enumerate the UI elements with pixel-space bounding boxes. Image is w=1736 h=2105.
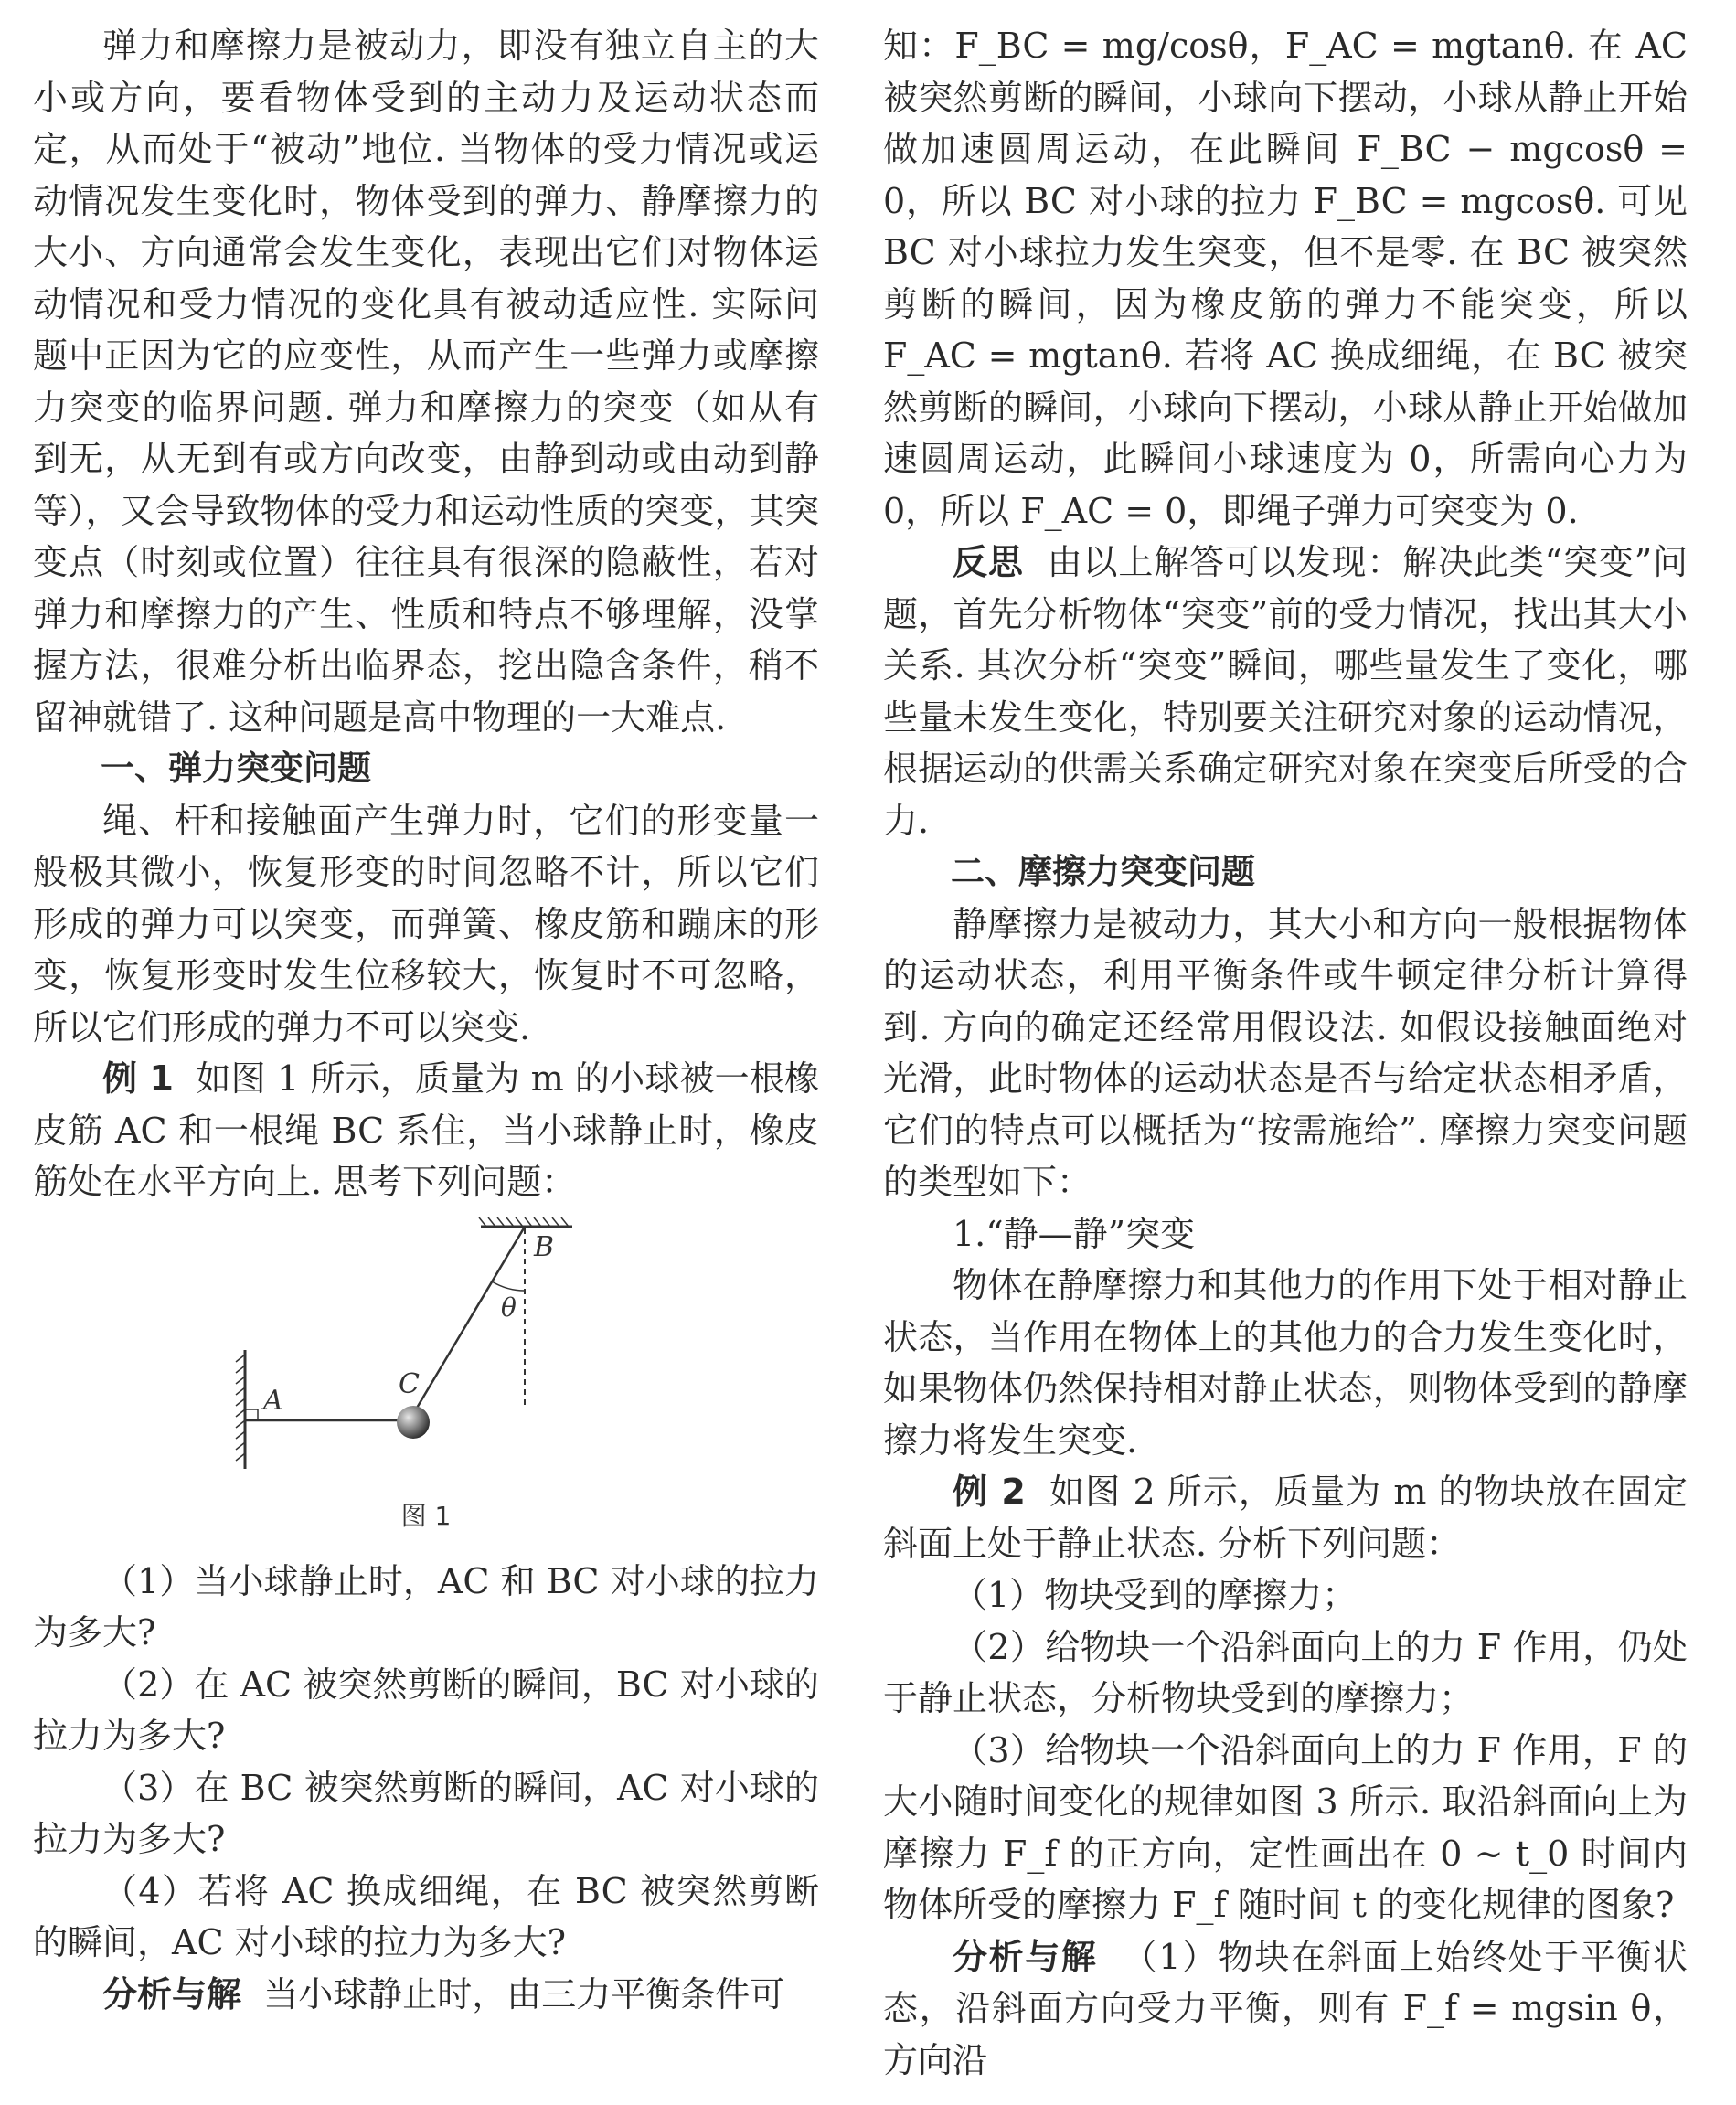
analysis-2-label: 分析与解: [953, 1936, 1098, 1977]
friction-paragraph: 静摩擦力是被动力，其大小和方向一般根据物体的运动状态，利用平衡条件或牛顿定律分析计算得到. 方向的确定还经常用假设法. 如假设接触面绝对光滑，此时物体的运动状态是否与给定状态相矛盾，它们的特点可以概括为“按需施给”. 摩擦力突变问题的类型如下：: [883, 903, 1688, 1202]
right-column: [883, 20, 1688, 2086]
analysis-2-text: （1）物块在斜面上始终处于平衡状态，沿斜面方向受力平衡，则有 F_f = mgsin θ，方向沿: [883, 1936, 1688, 2080]
elastic-paragraph: 绳、杆和接触面产生弹力时，它们的形变量一般极其微小，恢复形变的时间忽略不计，所以它们形成的弹力可以突变，而弹簧、橡皮筋和蹦床的形变，恢复形变时发生位移较大，恢复时不可忽略，所以它们形成的弹力不可以突变.: [33, 800, 819, 1047]
figure-1-diagram: [33, 1208, 819, 1556]
question-2: （2）在 AC 被突然剪断的瞬间，BC 对小球的拉力为多大?: [33, 1664, 819, 1756]
ball: [397, 1406, 430, 1439]
question-3: （3）在 BC 被突然剪断的瞬间，AC 对小球的拉力为多大?: [33, 1767, 819, 1859]
static-paragraph: 物体在静摩擦力和其他力的作用下处于相对静止状态，当作用在物体上的其他力的合力发生变化时，如果物体仍然保持相对静止状态，则物体受到的静摩擦力将发生突变.: [883, 1265, 1688, 1461]
question-4: （4）若将 AC 换成细绳，在 BC 被突然剪断的瞬间，AC 对小球的拉力为多大?: [33, 1870, 819, 1962]
solution-continued: 知：F_BC = mg/cosθ，F_AC = mgtanθ. 在 AC 被突然剪断的瞬间，小球向下摆动，小球从静止开始做加速圆周运动，在此瞬间 F_BC − mgcosθ = 0，所以 BC 对小球的拉力 F_BC = mgcosθ. 可见 BC 对小球拉力发生突变，但不是零. 在 BC 被突然剪断的瞬间，因为橡皮筋的弹力不能突变，所以 F_AC = mgtanθ. 若将 AC 换成细绳，在 BC 被突然剪断的瞬间，小球向下摆动，小球从静止开始做加速圆周运动，此瞬间小球速度为 0，所需向心力为 0，所以 F_AC = 0，即绳子弹力可突变为 0.: [883, 26, 1688, 531]
example-1: [33, 1053, 819, 1208]
left-column: [33, 20, 819, 2020]
label-a: A: [263, 1384, 283, 1417]
reflection-label: 反思: [953, 542, 1024, 582]
reflection: [883, 537, 1688, 846]
figure-1: [33, 1208, 819, 1556]
example-2-question-1: （1）物块受到的摩擦力；: [953, 1575, 1358, 1615]
analysis-1-text: 当小球静止时，由三力平衡条件可: [263, 1973, 785, 2015]
analysis-1-label: 分析与解: [102, 1973, 242, 2015]
analysis-2: [883, 1931, 1688, 2087]
reflection-text: 由以上解答可以发现：解决此类“突变”问题，首先分析物体“突变”前的受力情况，找出其大小关系. 其次分析“突变”瞬间，哪些量发生了变化，哪些量未发生变化，特别要关注研究对象的运动情况，根据运动的供需关系确定研究对象在突变后所受的合力.: [883, 542, 1688, 841]
example-2: [883, 1466, 1688, 1569]
label-b: B: [534, 1230, 555, 1263]
question-1: （1）当小球静止时，AC 和 BC 对小球的拉力为多大?: [33, 1560, 819, 1653]
subheading-static-static: 1.“静—静”突变: [953, 1213, 1196, 1254]
example-2-question-2: （2）给物块一个沿斜面向上的力 F 作用，仍处于静止状态，分析物块受到的摩擦力；: [883, 1626, 1688, 1718]
analysis-1: [33, 1969, 819, 2021]
example-1-label: 例 1: [102, 1058, 174, 1099]
figure-1-caption: 图 1: [400, 1500, 452, 1531]
label-theta: θ: [501, 1292, 517, 1323]
example-2-text: 如图 2 所示，质量为 m 的物块放在固定斜面上处于静止状态. 分析下列问题：: [883, 1472, 1688, 1564]
example-2-question-3: （3）给物块一个沿斜面向上的力 F 作用，F 的大小随时间变化的规律如图 3 所示. 取沿斜面向上为摩擦力 F_f 的正方向，定性画出在 0 ~ t_0 时间内物体所受的摩擦力 F_f 随时间 t 的变化规律的图象?: [883, 1729, 1688, 1925]
section-heading-friction: 二、摩擦力突变问题: [951, 852, 1255, 891]
example-2-label: 例 2: [953, 1472, 1026, 1512]
intro-paragraph: 弹力和摩擦力是被动力，即没有独立自主的大小或方向，要看物体受到的主动力及运动状态而定，从而处于“被动”地位. 当物体的受力情况或运动情况发生变化时，物体受到的弹力、静摩擦力的大小、方向通常会发生变化，表现出它们对物体运动情况和受力情况的变化具有被动适应性. 实际问题中正因为它的应变性，从而产生一些弹力或摩擦力突变的临界问题. 弹力和摩擦力的突变（如从有到无，从无到有或方向改变，由静到动或由动到静等），又会导致物体的受力和运动性质的突变，其突变点（时刻或位置）往往具有很深的隐蔽性，若对弹力和摩擦力的产生、性质和特点不够理解，没掌握方法，很难分析出临界态，挖出隐含条件，稍不留神就错了. 这种问题是高中物理的一大难点.: [33, 26, 819, 738]
example-1-text: 如图 1 所示，质量为 m 的小球被一根橡皮筋 AC 和一根绳 BC 系住，当小球静止时，橡皮筋处在水平方向上. 思考下列问题：: [33, 1058, 819, 1202]
label-c: C: [399, 1367, 420, 1400]
section-heading-elastic: 一、弹力突变问题: [101, 749, 371, 788]
